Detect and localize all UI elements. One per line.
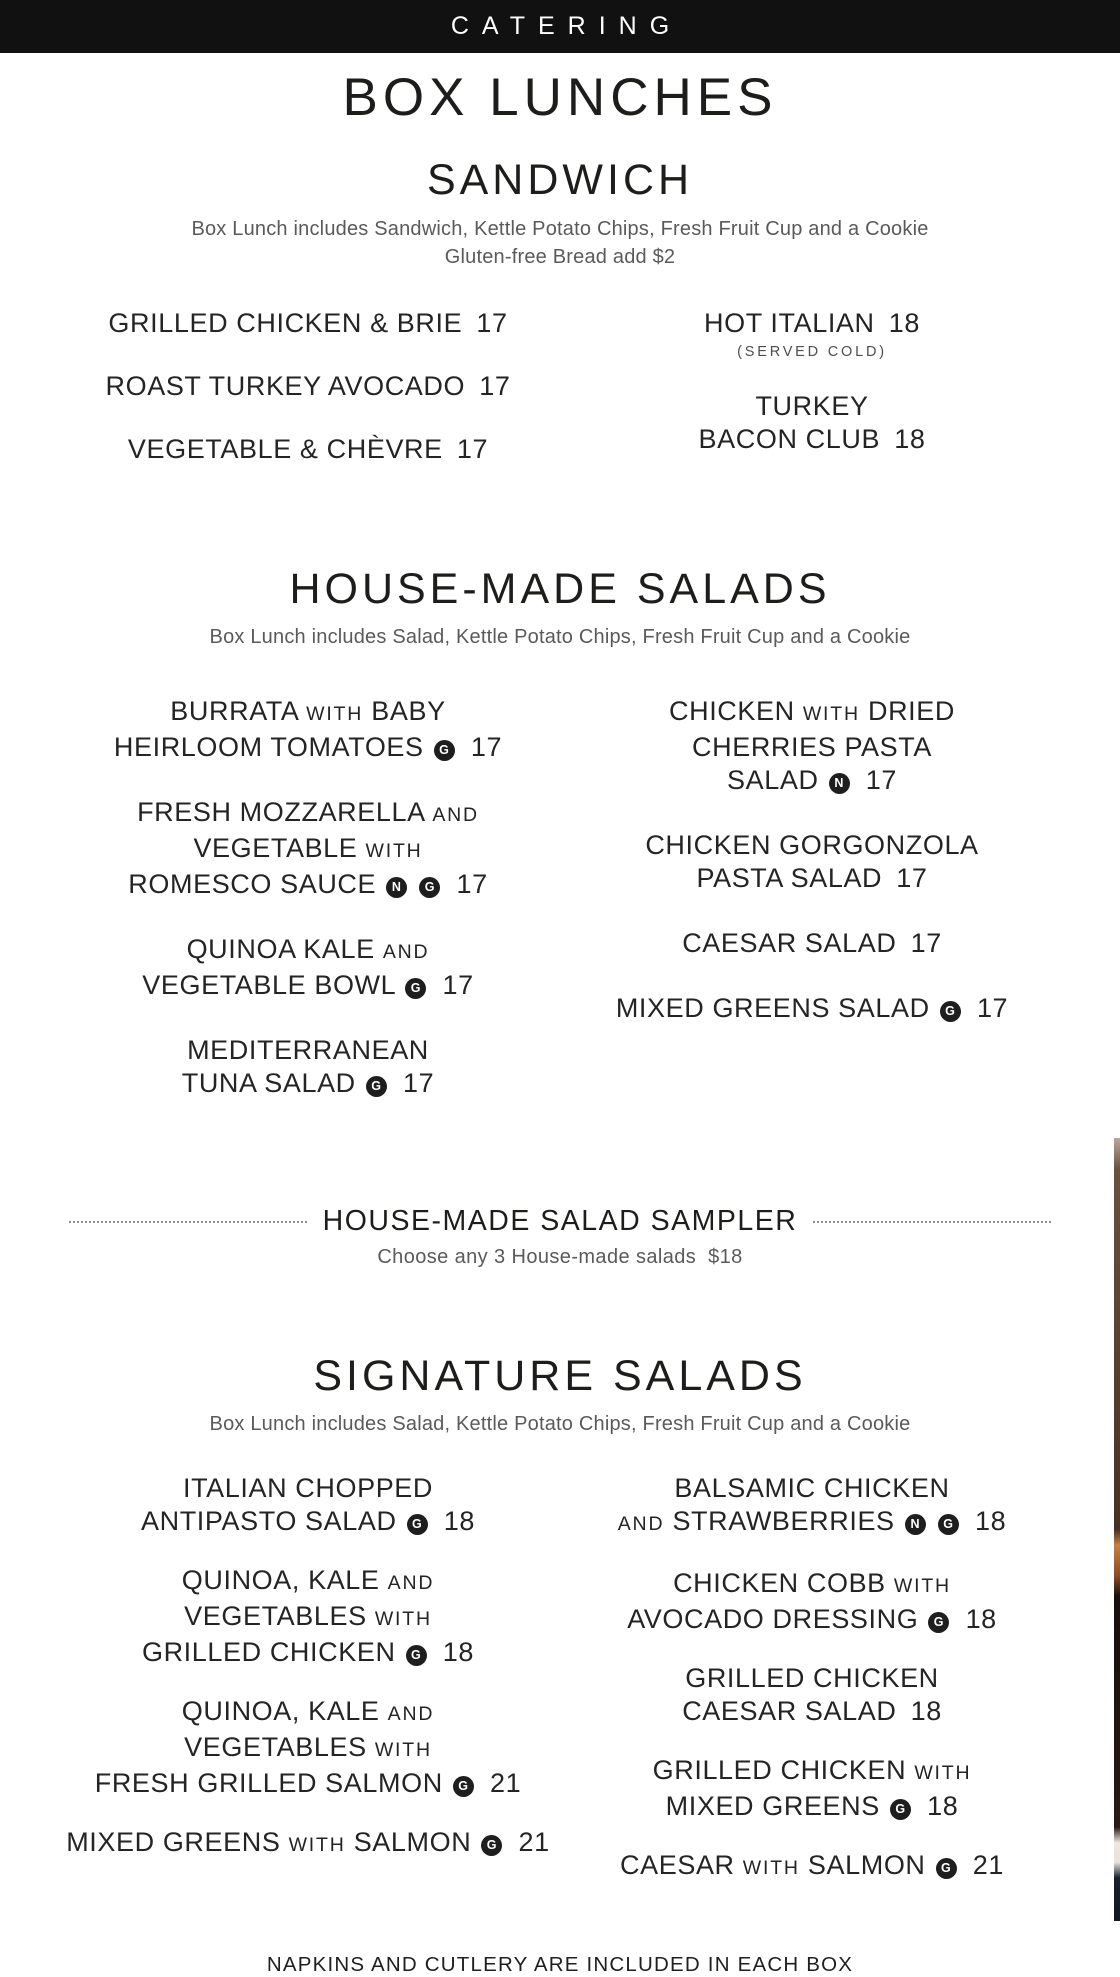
menu-item-line xyxy=(560,731,1064,764)
page-title: BOX LUNCHES xyxy=(342,68,778,127)
price: 18 xyxy=(443,1506,476,1537)
menu-item-line xyxy=(560,390,1064,423)
menu-item-text: ROMESCO SAUCE xyxy=(128,868,377,899)
menu-item-text: CAESAR SALAD xyxy=(682,927,897,958)
catering-header-bar xyxy=(0,0,1120,53)
page-edge-photo-sliver xyxy=(1114,1138,1120,1921)
price: 18 xyxy=(888,307,920,338)
menu-item xyxy=(56,1034,560,1100)
badge-g-icon: G xyxy=(406,1645,427,1666)
menu-item-line xyxy=(560,992,1064,1025)
badge-g-icon: G xyxy=(434,740,455,761)
menu-sections xyxy=(0,157,1120,1911)
menu-item-line xyxy=(56,1826,560,1862)
menu-item xyxy=(560,1567,1064,1636)
menu-item xyxy=(56,1826,560,1862)
menu-item-text: WITH xyxy=(306,702,364,725)
menu-item-text: AVOCADO DRESSING xyxy=(627,1604,919,1635)
menu-item-line xyxy=(560,423,1064,456)
menu-item-line xyxy=(560,927,1064,960)
menu-item-text: WITH xyxy=(365,839,423,862)
menu-item-line xyxy=(56,1067,560,1100)
menu-column-right xyxy=(560,1472,1064,1911)
section-housemade xyxy=(0,566,1120,1132)
price: 18 xyxy=(927,1791,959,1822)
menu-item-text: TUNA SALAD xyxy=(181,1067,356,1098)
menu-item-line xyxy=(56,695,560,731)
menu-item xyxy=(560,1472,1064,1541)
section-description xyxy=(0,623,1120,651)
description-line: Gluten-free Bread add $2 xyxy=(444,245,676,268)
price: 17 xyxy=(896,862,928,893)
menu-item xyxy=(56,796,560,901)
menu-item-line xyxy=(56,796,560,832)
menu-item-line xyxy=(56,1636,560,1669)
menu-item-text: SALAD xyxy=(727,764,819,795)
menu-item-text: CAESAR xyxy=(620,1850,735,1881)
section-title: SIGNATURE SALADS xyxy=(313,1352,807,1401)
badge-g-icon: G xyxy=(453,1776,474,1797)
badge-g-icon: G xyxy=(405,978,426,999)
price: 18 xyxy=(442,1637,474,1668)
menu-item xyxy=(560,927,1064,960)
badge-g-icon: G xyxy=(407,1514,428,1535)
menu-item-text: VEGETABLES xyxy=(184,1601,367,1632)
menu-item xyxy=(56,307,560,340)
price: 18 xyxy=(894,423,926,454)
sampler-title: HOUSE-MADE SALAD SAMPLER xyxy=(322,1204,798,1237)
menu-item-line xyxy=(56,1034,560,1067)
menu-item-line xyxy=(560,1472,1064,1505)
menu-item-text: GRILLED CHICKEN & BRIE xyxy=(108,307,463,338)
menu-item-text: WITH xyxy=(802,702,860,725)
menu-item-text: CHERRIES PASTA xyxy=(692,731,932,762)
description-line: Box Lunch includes Salad, Kettle Potato Chips, Fresh Fruit Cup and a Cookie xyxy=(209,625,911,648)
menu-item-line xyxy=(560,829,1064,862)
menu-item xyxy=(560,307,1064,360)
menu-item-text: MEDITERRANEAN xyxy=(187,1034,429,1065)
price: 17 xyxy=(442,969,474,1000)
menu-column-right xyxy=(560,307,1064,496)
badge-g-icon: G xyxy=(940,1001,961,1022)
menu-item-text: GRILLED CHICKEN xyxy=(685,1663,939,1694)
menu-item-text: VEGETABLE & CHÈVRE xyxy=(127,433,443,464)
price: 21 xyxy=(972,1850,1004,1881)
menu-item-text: CAESAR SALAD xyxy=(682,1696,897,1727)
badge-n-icon: N xyxy=(905,1514,926,1535)
menu-item-line xyxy=(56,433,560,466)
menu-item xyxy=(560,695,1064,797)
menu-item-line xyxy=(56,731,560,764)
section-sandwich xyxy=(0,157,1120,495)
badge-g-icon: G xyxy=(938,1514,959,1535)
menu-item xyxy=(560,992,1064,1025)
section-description xyxy=(0,215,1120,271)
badge-g-icon: G xyxy=(419,877,440,898)
menu-item-line xyxy=(560,1662,1064,1695)
menu-item-line xyxy=(56,868,560,901)
menu-item-text: QUINOA KALE xyxy=(186,933,375,964)
menu-item-line xyxy=(560,1505,1064,1541)
menu-item-text: CHICKEN xyxy=(669,695,795,726)
menu-item-text: BACON CLUB xyxy=(698,423,881,454)
description-line: Box Lunch includes Sandwich, Kettle Potato Chips, Fresh Fruit Cup and a Cookie xyxy=(191,217,929,240)
menu-item xyxy=(56,695,560,764)
price: 17 xyxy=(479,370,511,401)
menu-item-text: WITH xyxy=(288,1834,346,1857)
menu-item-line xyxy=(560,764,1064,797)
menu-item-line xyxy=(560,695,1064,731)
menu-item-line xyxy=(560,862,1064,895)
badge-g-icon: G xyxy=(481,1835,502,1856)
served-cold-note: (SERVED COLD) xyxy=(737,343,887,360)
menu-item xyxy=(560,829,1064,895)
menu-item-text: HEIRLOOM TOMATOES xyxy=(113,731,424,762)
badge-g-icon: G xyxy=(928,1612,949,1633)
menu-column-left xyxy=(56,1472,560,1911)
menu-item-text: SALMON xyxy=(807,1850,926,1881)
menu-item-text: CHICKEN GORGONZOLA xyxy=(645,829,979,860)
menu-item-text: VEGETABLES xyxy=(184,1732,367,1763)
menu-item xyxy=(56,1695,560,1800)
description-line: Box Lunch includes Salad, Kettle Potato Chips, Fresh Fruit Cup and a Cookie xyxy=(209,1413,911,1436)
menu-item-text: FRESH MOZZARELLA xyxy=(137,796,425,827)
menu-item xyxy=(56,1472,560,1538)
price: 17 xyxy=(470,731,503,762)
menu-item-text: TURKEY xyxy=(755,390,869,421)
menu-item-text: SALMON xyxy=(353,1827,472,1858)
badge-n-icon: N xyxy=(829,773,850,794)
price: 17 xyxy=(976,992,1009,1023)
menu-item-line xyxy=(56,1472,560,1505)
menu-item-text: WITH xyxy=(374,1608,432,1631)
menu-item-text: ITALIAN CHOPPED xyxy=(182,1473,434,1504)
price: 21 xyxy=(518,1827,550,1858)
menu-columns xyxy=(0,695,1120,1132)
menu-item-text: GRILLED CHICKEN xyxy=(141,1637,396,1668)
menu-item-line xyxy=(56,1564,560,1600)
menu-item-text: VEGETABLE xyxy=(193,832,358,863)
menu-item-text: QUINOA, KALE xyxy=(181,1565,380,1596)
menu-item-line xyxy=(560,1567,1064,1603)
menu-item-line xyxy=(56,307,560,340)
menu-item-line xyxy=(560,1603,1064,1636)
catering-label: CATERING xyxy=(450,12,683,40)
menu-item-text: BALSAMIC CHICKEN xyxy=(674,1473,950,1504)
menu-item-text: BURRATA xyxy=(170,695,299,726)
menu-item-text: PASTA SALAD xyxy=(696,862,883,893)
menu-item xyxy=(56,1564,560,1669)
dotted-leader-left xyxy=(69,1221,307,1223)
badge-g-icon: G xyxy=(366,1076,387,1097)
badge-g-icon: G xyxy=(936,1858,957,1879)
menu-item-line xyxy=(56,370,560,403)
section-title: HOUSE-MADE SALADS xyxy=(289,564,831,613)
menu-column-left xyxy=(56,695,560,1132)
price: 21 xyxy=(490,1768,522,1799)
menu-item-text: AND xyxy=(382,940,430,963)
footer-note: NAPKINS AND CUTLERY ARE INCLUDED IN EACH BOX xyxy=(266,1953,854,1977)
menu-column-left xyxy=(56,307,560,496)
menu-item-line xyxy=(560,307,1064,340)
menu-item-text: CHICKEN COBB xyxy=(673,1568,886,1599)
menu-item-text: MIXED GREENS xyxy=(66,1827,281,1858)
menu-item-text: VEGETABLE BOWL xyxy=(142,969,396,1000)
menu-item-line xyxy=(56,832,560,868)
menu-item-text: BABY xyxy=(371,695,446,726)
menu-item xyxy=(560,1662,1064,1728)
price: 17 xyxy=(456,868,488,899)
menu-column-right xyxy=(560,695,1064,1132)
price: 17 xyxy=(865,764,897,795)
menu-item-line xyxy=(56,1600,560,1636)
menu-item-line xyxy=(56,1505,560,1538)
menu-item-line xyxy=(560,1790,1064,1823)
menu-item xyxy=(560,1754,1064,1823)
price: 18 xyxy=(965,1604,997,1635)
price: 18 xyxy=(975,1506,1007,1537)
menu-item-text: GRILLED CHICKEN xyxy=(652,1755,907,1786)
sampler-subtitle: Choose any 3 House-made salads $18 xyxy=(377,1246,743,1269)
section-signature xyxy=(0,1353,1120,1911)
menu-item-line xyxy=(56,1731,560,1767)
menu-item-text: STRAWBERRIES xyxy=(672,1506,895,1537)
menu-item-line xyxy=(56,933,560,969)
menu-item-text: WITH xyxy=(893,1575,951,1598)
price: 17 xyxy=(456,433,489,464)
menu-item xyxy=(560,390,1064,456)
dotted-leader-right xyxy=(813,1221,1051,1223)
section-title: SANDWICH xyxy=(426,156,694,205)
menu-item xyxy=(56,433,560,466)
menu-item xyxy=(560,1849,1064,1885)
sampler-row xyxy=(0,1204,1120,1238)
menu-item-text: DRIED xyxy=(867,695,955,726)
badge-g-icon: G xyxy=(890,1799,911,1820)
menu-item xyxy=(56,933,560,1002)
menu-item-text: AND xyxy=(387,1572,435,1595)
menu-item-text: WITH xyxy=(914,1762,972,1785)
badge-n-icon: N xyxy=(386,877,407,898)
menu-item-text: AND xyxy=(432,803,479,826)
menu-item-line xyxy=(560,1695,1064,1728)
menu-item-text: MIXED GREENS xyxy=(665,1791,880,1822)
menu-item-text: WITH xyxy=(374,1739,432,1762)
menu-columns xyxy=(0,1472,1120,1911)
menu-columns xyxy=(0,307,1120,496)
menu-item-line xyxy=(560,1849,1064,1885)
salad-sampler-section xyxy=(0,1204,1120,1269)
section-description xyxy=(0,1410,1120,1438)
menu-item-text: ANTIPASTO SALAD xyxy=(140,1506,397,1537)
menu-item-text: HOT ITALIAN xyxy=(704,307,875,338)
menu-item-text: FRESH GRILLED SALMON xyxy=(94,1768,443,1799)
menu-item-text: ROAST TURKEY AVOCADO xyxy=(105,370,466,401)
menu-item-line xyxy=(56,1695,560,1731)
price: 17 xyxy=(403,1067,435,1098)
menu-item-line xyxy=(560,1754,1064,1790)
price: 17 xyxy=(910,927,942,958)
menu-item-text: AND xyxy=(617,1513,665,1536)
price: 18 xyxy=(910,1696,942,1727)
menu-item-line xyxy=(56,969,560,1002)
menu-item-text: MIXED GREENS SALAD xyxy=(615,992,930,1023)
price: 17 xyxy=(476,307,508,338)
menu-item-text: QUINOA, KALE xyxy=(181,1696,380,1727)
menu-item-text: AND xyxy=(387,1703,435,1726)
menu-item-text: WITH xyxy=(742,1857,800,1880)
menu-item-line xyxy=(56,1767,560,1800)
menu-item xyxy=(56,370,560,403)
